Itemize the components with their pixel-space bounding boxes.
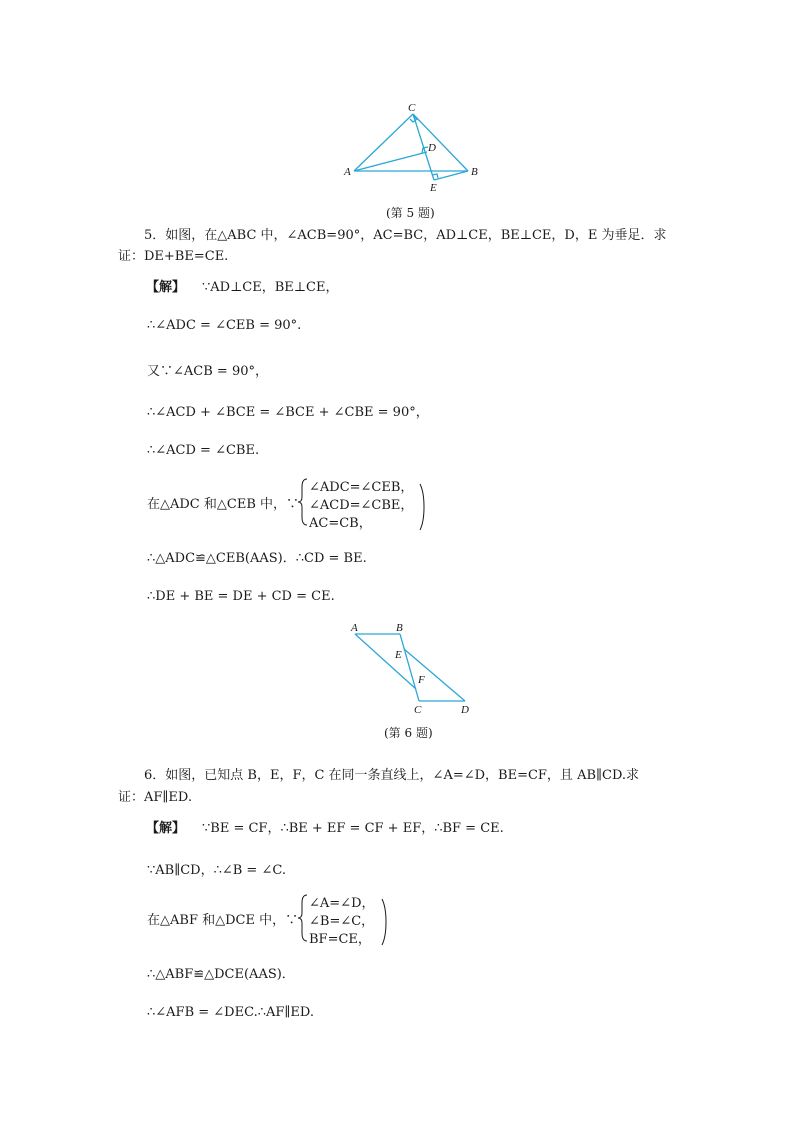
point-label-d: D	[461, 704, 469, 716]
problem-6-system-line-1: ∠A=∠D，	[309, 896, 375, 911]
problem-5-step-2: ∴∠ADC = ∠CEB = 90°.	[147, 318, 302, 333]
problem-6-statement-line-2: 证：AF∥ED.	[118, 790, 192, 805]
problem-6-statement-line-1: 6．如图，已知点 B，E，F，C 在同一条直线上，∠A=∠D，BE=CF，且 AB∥CD.求	[144, 768, 640, 783]
point-label-e: E	[395, 649, 402, 661]
figure-5-caption: (第 5 题)	[386, 206, 435, 220]
segment-cb	[413, 114, 468, 171]
problem-5-step-3: 又∵∠ACB = 90°，	[147, 364, 268, 379]
point-label-f: F	[418, 674, 425, 686]
point-label-e: E	[430, 182, 437, 194]
right-angle-mark-d	[422, 147, 428, 153]
problem-6-system-right-bracket	[380, 897, 390, 947]
segment-af	[355, 634, 416, 689]
point-label-a: A	[344, 166, 351, 178]
problem-5-step-4: ∴∠ACD + ∠BCE = ∠BCE + ∠CBE = 90°，	[147, 405, 429, 420]
problem-6-system-intro: 在△ABF 和△DCE 中，∵	[147, 913, 299, 928]
problem-6-step-4: ∴∠AFB = ∠DEC.∴AF∥ED.	[147, 1005, 314, 1020]
problem-5-system-line-1: ∠ADC=∠CEB，	[309, 480, 414, 495]
problem-5-step-5: ∴∠ACD = ∠CBE.	[147, 443, 260, 458]
point-label-d: D	[428, 142, 436, 154]
problem-5-statement-line-2: 证：DE+BE=CE.	[118, 249, 229, 264]
point-label-c: C	[414, 704, 422, 716]
problem-5-system-intro: 在△ADC 和△CEB 中，∵	[147, 497, 300, 512]
problem-5-system-line-2: ∠ACD=∠CBE，	[309, 498, 414, 513]
point-label-a: A	[351, 622, 358, 634]
problem-5-step-1: ∵AD⊥CE，BE⊥CE，	[202, 280, 339, 295]
segment-ca	[354, 114, 413, 171]
segment-eb	[434, 171, 468, 180]
point-label-b: B	[396, 622, 403, 634]
point-label-c: C	[408, 102, 416, 114]
segment-bc	[400, 634, 419, 701]
right-angle-mark-e	[432, 174, 438, 178]
problem-6-step-2: ∵AB∥CD，∴∠B = ∠C.	[147, 863, 286, 878]
segment-ce	[413, 114, 434, 180]
figure-6-caption: (第 6 题)	[384, 726, 433, 740]
problem-5-step-7: ∴DE + BE = DE + CD = CE.	[147, 589, 335, 604]
right-angle-mark-c	[410, 116, 417, 122]
problem-5-system-right-bracket	[418, 482, 428, 532]
problem-5-step-6: ∴△ADC≌△CEB(AAS)．∴CD = BE.	[147, 551, 367, 566]
problem-6-step-1: ∵BE = CF，∴BE + EF = CF + EF，∴BF = CE.	[202, 821, 504, 836]
problem-6-system-line-2: ∠B=∠C，	[309, 914, 375, 929]
problem-6-system-line-3: BF=CE，	[309, 932, 371, 947]
problem-5-solution-tag: 【解】	[146, 280, 186, 295]
problem-5-statement-line-1: 5．如图，在△ABC 中，∠ACB=90°，AC=BC，AD⊥CE，BE⊥CE，D，E 为垂足．求	[144, 228, 667, 243]
segment-ad	[354, 152, 427, 171]
problem-6-solution-tag: 【解】	[146, 821, 186, 836]
problem-5-system-line-3: AC=CB，	[309, 516, 372, 531]
segment-ed	[404, 649, 465, 701]
point-label-b: B	[471, 166, 478, 178]
problem-6-step-3: ∴△ABF≌△DCE(AAS)．	[147, 967, 295, 982]
